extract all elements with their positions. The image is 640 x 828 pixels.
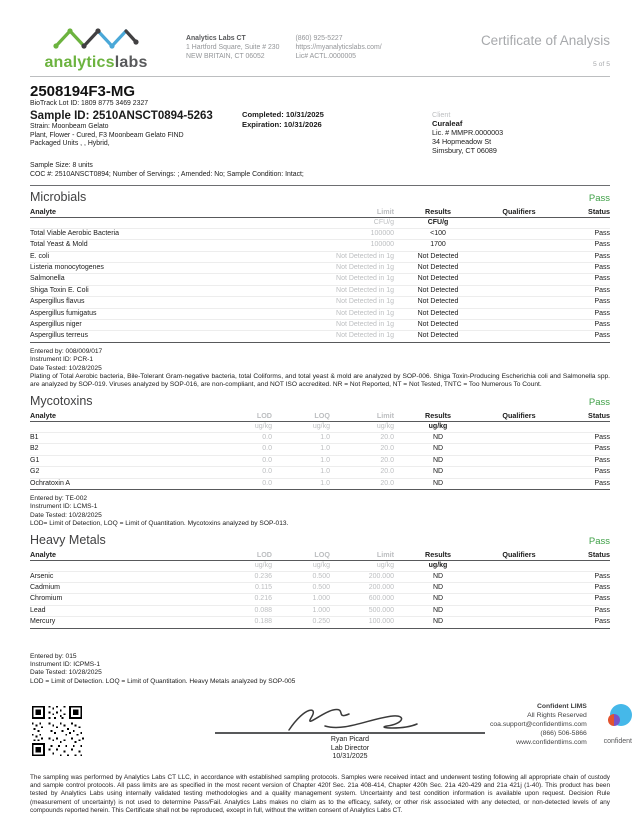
status-cell: Pass xyxy=(556,444,610,455)
results-cell: ND xyxy=(394,432,482,443)
results-cell: Not Detected xyxy=(394,274,482,285)
loq-cell: 1.0 xyxy=(272,432,330,443)
results-cell: Not Detected xyxy=(394,251,482,262)
lod-cell: 0.188 xyxy=(210,617,272,628)
analyte-cell: Total Viable Aerobic Bacteria xyxy=(30,228,276,239)
results-cell: <100 xyxy=(394,228,482,239)
analyte-cell: Total Yeast & Mold xyxy=(30,240,276,251)
results-cell: ND xyxy=(394,571,482,582)
loq-cell: 0.250 xyxy=(272,617,330,628)
qualifiers-cell xyxy=(482,274,556,285)
table-row xyxy=(30,605,610,616)
client-name: Curaleaf xyxy=(432,118,463,128)
qualifiers-cell xyxy=(482,582,556,593)
analyte-cell: Arsenic xyxy=(30,571,210,582)
table-row xyxy=(30,274,610,285)
qualifiers-cell xyxy=(482,228,556,239)
limit-cell: Not Detected in 1g xyxy=(276,320,394,331)
microbials-units-row xyxy=(30,218,610,229)
limit-cell: 20.0 xyxy=(330,455,394,466)
mycotoxins-column-headers xyxy=(30,411,610,422)
loq-cell: 0.500 xyxy=(272,571,330,582)
table-row xyxy=(30,594,610,605)
status-cell: Pass xyxy=(556,594,610,605)
analyte-cell: Salmonella xyxy=(30,274,276,285)
status-cell: Pass xyxy=(556,478,610,489)
entered-by: Entered by: TE-002 xyxy=(30,494,88,502)
completed-date: Completed: 10/31/2025 xyxy=(242,109,324,119)
analyte-cell: Listeria monocytogenes xyxy=(30,263,276,274)
table-row xyxy=(30,228,610,239)
sample-dates xyxy=(242,110,414,155)
status-cell: Pass xyxy=(556,320,610,331)
limit-cell: 20.0 xyxy=(330,478,394,489)
limit-cell: Not Detected in 1g xyxy=(276,285,394,296)
status-cell: Pass xyxy=(556,331,610,342)
column-qualifiers: Qualifiers xyxy=(482,550,556,561)
lab-name: Analytics Labs CT xyxy=(186,35,246,42)
column-results: Results xyxy=(394,550,482,561)
lab-phone-column xyxy=(295,34,381,62)
analyte-cell: Aspergillus fumigatus xyxy=(30,308,276,319)
table-row xyxy=(30,571,610,582)
lims-block xyxy=(490,702,587,747)
brand-logo xyxy=(30,26,162,71)
status-cell: Pass xyxy=(556,605,610,616)
microbials-column-headers xyxy=(30,207,610,218)
column-qualifiers: Qualifiers xyxy=(482,207,556,218)
column-lod: LOD xyxy=(210,550,272,561)
loq-cell: 0.500 xyxy=(272,582,330,593)
status-cell: Pass xyxy=(556,308,610,319)
loq-cell: 1.000 xyxy=(272,594,330,605)
table-row xyxy=(30,251,610,262)
heavy-metals-units-row xyxy=(30,560,610,571)
results-cell: ND xyxy=(394,478,482,489)
analyte-cell: B2 xyxy=(30,444,210,455)
qualifiers-cell xyxy=(482,571,556,582)
date-tested: Date Tested: 10/28/2025 xyxy=(30,511,102,519)
method-note: Plating of Total Aerobic bacteria, Bile-Tolerant Gram-negative bacteria, total Coliforms, and total yeast & mold are analyzed by SOP-006. Shiga Toxin-Producing Escherichia coli and Salmonella spp. are analyzed by SOP-019. Viruses analyzed by SOP-016, are non-compliant, and NOT ISO accredited. NR = Not Reported, NT = Not Tested, TNTC = Too Numerous To Count. xyxy=(30,373,610,389)
results-cell: ND xyxy=(394,594,482,605)
column-loq: LOQ xyxy=(272,411,330,422)
unit-results: ug/kg xyxy=(428,561,448,569)
lab-contact-block xyxy=(186,26,382,62)
lims-website-link[interactable]: www.confidentlims.com xyxy=(516,739,587,747)
lab-phone: (860) 925-5227 xyxy=(295,35,343,42)
confident-logo xyxy=(595,702,640,745)
limit-cell: 500.000 xyxy=(330,605,394,616)
microbials-title: Microbials xyxy=(30,189,87,204)
microbials-status-badge: Pass xyxy=(588,192,610,204)
microbials-header xyxy=(30,186,610,207)
heavy-metals-title: Heavy Metals xyxy=(30,532,106,547)
results-cell: Not Detected xyxy=(394,263,482,274)
column-lod: LOD xyxy=(210,411,272,422)
column-analyte: Analyte xyxy=(30,550,210,561)
results-cell: ND xyxy=(394,467,482,478)
unit-lod: ug/kg xyxy=(254,561,272,569)
limit-cell: 100.000 xyxy=(330,617,394,628)
column-analyte: Analyte xyxy=(30,411,210,422)
loq-cell: 1.000 xyxy=(272,605,330,616)
confident-logo-text: confident xyxy=(603,738,633,746)
table-row xyxy=(30,455,610,466)
results-cell: ND xyxy=(394,582,482,593)
status-cell: Pass xyxy=(556,285,610,296)
heavy-metals-status-badge: Pass xyxy=(588,535,610,547)
sample-matrix: Plant, Flower - Cured, F3 Moonbeam Gelato FIND xyxy=(30,131,184,139)
table-row xyxy=(30,240,610,251)
status-cell: Pass xyxy=(556,582,610,593)
mycotoxins-units-row xyxy=(30,422,610,433)
expiration-date: Expiration: 10/31/2026 xyxy=(242,119,322,129)
status-cell: Pass xyxy=(556,455,610,466)
lab-license: Lic# ACTL.0000005 xyxy=(295,53,356,61)
qualifiers-cell xyxy=(482,263,556,274)
unit-lod: ug/kg xyxy=(254,423,272,431)
date-tested: Date Tested: 10/28/2025 xyxy=(30,364,102,372)
analyte-cell: Lead xyxy=(30,605,210,616)
entered-by: Entered by: 015 xyxy=(30,652,77,660)
qualifiers-cell xyxy=(482,478,556,489)
heavy-metals-header xyxy=(30,529,610,550)
unit-limit: ug/kg xyxy=(376,561,394,569)
qualifiers-cell xyxy=(482,251,556,262)
limit-cell: Not Detected in 1g xyxy=(276,274,394,285)
limit-cell: 20.0 xyxy=(330,467,394,478)
results-cell: ND xyxy=(394,455,482,466)
qualifiers-cell xyxy=(482,320,556,331)
limit-cell: Not Detected in 1g xyxy=(276,297,394,308)
lims-rights: All Rights Reserved xyxy=(527,712,587,720)
instrument-id: Instrument ID: LCMS-1 xyxy=(30,503,98,511)
table-row xyxy=(30,297,610,308)
lod-cell: 0.0 xyxy=(210,432,272,443)
header-divider xyxy=(30,76,610,77)
sample-strain: Strain: Moonbeam Gelato xyxy=(30,122,109,130)
limit-cell: Not Detected in 1g xyxy=(276,251,394,262)
brand-wordmark xyxy=(30,55,162,71)
client-block xyxy=(432,110,503,155)
unit-loq: ug/kg xyxy=(312,561,330,569)
table-row xyxy=(30,444,610,455)
results-cell: ND xyxy=(394,605,482,616)
signer-role: Lab Director xyxy=(330,744,370,752)
qualifiers-cell xyxy=(482,308,556,319)
confident-logo-icon xyxy=(601,702,635,732)
limit-cell: 20.0 xyxy=(330,444,394,455)
table-row xyxy=(30,320,610,331)
loq-cell: 1.0 xyxy=(272,467,330,478)
client-address1: 34 Hopmeadow St xyxy=(432,137,492,147)
qualifiers-cell xyxy=(482,455,556,466)
results-cell: Not Detected xyxy=(394,297,482,308)
mycotoxins-title: Mycotoxins xyxy=(30,393,93,408)
document-meta xyxy=(481,26,610,68)
results-cell: ND xyxy=(394,617,482,628)
loq-cell: 1.0 xyxy=(272,478,330,489)
client-label: Client xyxy=(432,109,451,119)
document-title: Certificate of Analysis xyxy=(480,33,610,48)
status-cell: Pass xyxy=(556,251,610,262)
brand-word-analytics: analytics xyxy=(44,54,115,71)
lod-cell: 0.236 xyxy=(210,571,272,582)
lod-cell: 0.0 xyxy=(210,444,272,455)
column-status: Status xyxy=(556,550,610,561)
results-cell: 1700 xyxy=(394,240,482,251)
signoff-row xyxy=(30,702,633,762)
qualifiers-cell xyxy=(482,331,556,342)
column-limit: Limit xyxy=(330,411,394,422)
signature-icon xyxy=(265,702,435,736)
heavy-metals-column-headers xyxy=(30,550,610,561)
brand-logo-icon xyxy=(48,26,144,50)
sign-date: 10/31/2025 xyxy=(332,753,368,761)
table-row xyxy=(30,432,610,443)
table-row xyxy=(30,478,610,489)
results-cell: Not Detected xyxy=(394,285,482,296)
microbials-table xyxy=(30,207,610,343)
status-cell: Pass xyxy=(556,263,610,274)
analyte-cell: Aspergillus niger xyxy=(30,320,276,331)
unit-results: CFU/g xyxy=(427,219,449,227)
qualifiers-cell xyxy=(482,432,556,443)
column-loq: LOQ xyxy=(272,550,330,561)
column-status: Status xyxy=(556,411,610,422)
mycotoxins-status-badge: Pass xyxy=(588,396,610,408)
lod-cell: 0.216 xyxy=(210,594,272,605)
limit-cell: Not Detected in 1g xyxy=(276,331,394,342)
limit-cell: 100000 xyxy=(276,228,394,239)
qualifiers-cell xyxy=(482,297,556,308)
instrument-id: Instrument ID: ICPMS-1 xyxy=(30,660,100,668)
analyte-cell: Cadmium xyxy=(30,582,210,593)
column-results: Results xyxy=(394,207,482,218)
analyte-cell: G1 xyxy=(30,455,210,466)
lims-email-link[interactable]: coa.support@confidentlims.com xyxy=(490,721,587,729)
status-cell: Pass xyxy=(556,467,610,478)
mycotoxins-header xyxy=(30,390,610,411)
qualifiers-cell xyxy=(482,240,556,251)
unit-limit: CFU/g xyxy=(373,219,394,227)
disclaimer-text: The sampling was performed by Analytics Labs CT LLC, in accordance with established sampling protocols. Samples were received intact and underwent testing following all appropriate chain of custody and sample control protocols. All pass limits are as specified in the most recent version of Chapter 420f Sec. 21a 408-414, Chapter 420h Sec. 21a 420-429 and 21a 421j (1-40). This product has been tested by Analytics Labs using internally validated testing methodologies and a quality management system. Uncertainty and test condition information is available upon request. Decision Rule (measurement of uncertainty) is not used to determine Pass/Fail. Analytics Labs makes no claim as to the efficacy, safety, or other risk associated with any detected, or non-detected levels of any compounds reported herein. This Certificate shall not be reproduced, except in full, without the written consent of Analytics Labs CT. xyxy=(30,773,610,814)
lab-website-link[interactable]: https://myanalyticslabs.com/ xyxy=(295,44,382,52)
limit-cell: 200.000 xyxy=(330,582,394,593)
sample-size: Sample Size: 8 units xyxy=(30,162,93,170)
sample-packaging: Packaged Units , , Hybrid, xyxy=(30,140,110,148)
lod-cell: 0.0 xyxy=(210,478,272,489)
status-cell: Pass xyxy=(556,228,610,239)
lims-name: Confident LIMS xyxy=(536,703,587,711)
sample-title: 2508194F3-MG xyxy=(30,83,136,100)
signature-line xyxy=(215,732,485,734)
limit-cell: 600.000 xyxy=(330,594,394,605)
page-header xyxy=(30,26,610,71)
status-cell: Pass xyxy=(556,571,610,582)
qr-code xyxy=(30,704,84,758)
table-row xyxy=(30,467,610,478)
coc-line: COC #: 2510ANSCT0894; Number of Servings: ; Amended: No; Sample Condition: Intact; xyxy=(30,171,304,178)
column-results: Results xyxy=(394,411,482,422)
limit-cell: 100000 xyxy=(276,240,394,251)
table-row xyxy=(30,331,610,342)
sample-id: Sample ID: 2510ANSCT0894-5263 xyxy=(30,109,213,122)
unit-loq: ug/kg xyxy=(312,423,330,431)
lod-cell: 0.0 xyxy=(210,467,272,478)
lab-address-line1: 1 Hartford Square, Suite # 230 xyxy=(186,44,280,52)
limit-cell: 20.0 xyxy=(330,432,394,443)
lod-cell: 0.115 xyxy=(210,582,272,593)
results-cell: Not Detected xyxy=(394,331,482,342)
analyte-cell: E. coli xyxy=(30,251,276,262)
column-limit: Limit xyxy=(330,550,394,561)
qualifiers-cell xyxy=(482,594,556,605)
lab-address-line2: NEW BRITAIN, CT 06052 xyxy=(186,53,265,61)
column-analyte: Analyte xyxy=(30,207,276,218)
limit-cell: Not Detected in 1g xyxy=(276,308,394,319)
date-tested: Date Tested: 10/28/2025 xyxy=(30,669,102,677)
loq-cell: 1.0 xyxy=(272,444,330,455)
unit-results: ug/kg xyxy=(428,423,448,431)
table-row xyxy=(30,582,610,593)
table-row xyxy=(30,263,610,274)
table-row xyxy=(30,285,610,296)
analyte-cell: Aspergillus flavus xyxy=(30,297,276,308)
method-note: LOD = Limit of Detection. LOQ = Limit of Quantitation. Heavy Metals analyzed by SOP-005 xyxy=(30,677,296,685)
sample-details xyxy=(30,110,242,155)
qualifiers-cell xyxy=(482,467,556,478)
analyte-cell: Chromium xyxy=(30,594,210,605)
lod-cell: 0.088 xyxy=(210,605,272,616)
entered-by: Entered by: 008/009/017 xyxy=(30,347,103,355)
table-row xyxy=(30,617,610,628)
analyte-cell: Ochratoxin A xyxy=(30,478,210,489)
qualifiers-cell xyxy=(482,285,556,296)
sample-grid xyxy=(30,110,610,155)
analyte-cell: Shiga Toxin E. Coli xyxy=(30,285,276,296)
signer-name: Ryan Picard xyxy=(330,736,370,744)
qualifiers-cell xyxy=(482,617,556,628)
status-cell: Pass xyxy=(556,274,610,285)
biotrack-lot-id: BioTrack Lot ID: 1809 8775 3469 2327 xyxy=(30,100,149,107)
qualifiers-cell xyxy=(482,444,556,455)
heavy-metals-meta xyxy=(30,653,610,687)
client-license: Lic. # MMPR.0000003 xyxy=(432,128,504,138)
page-indicator: 5 of 5 xyxy=(592,61,610,68)
microbials-meta xyxy=(30,348,610,390)
limit-cell: Not Detected in 1g xyxy=(276,263,394,274)
results-cell: Not Detected xyxy=(394,308,482,319)
results-cell: ND xyxy=(394,444,482,455)
table-row xyxy=(30,308,610,319)
signature-block xyxy=(210,702,490,762)
status-cell: Pass xyxy=(556,617,610,628)
lab-address-column xyxy=(186,34,279,62)
heavy-metals-table xyxy=(30,550,610,629)
mycotoxins-table xyxy=(30,411,610,490)
results-cell: Not Detected xyxy=(394,320,482,331)
analyte-cell: B1 xyxy=(30,432,210,443)
analyte-cell: Aspergillus terreus xyxy=(30,331,276,342)
status-cell: Pass xyxy=(556,240,610,251)
analyte-cell: Mercury xyxy=(30,617,210,628)
column-limit: Limit xyxy=(276,207,394,218)
status-cell: Pass xyxy=(556,432,610,443)
brand-word-labs: labs xyxy=(114,54,148,71)
qualifiers-cell xyxy=(482,605,556,616)
lod-cell: 0.0 xyxy=(210,455,272,466)
loq-cell: 1.0 xyxy=(272,455,330,466)
column-status: Status xyxy=(556,207,610,218)
client-address2: Simsbury, CT 06089 xyxy=(432,146,497,156)
mycotoxins-meta xyxy=(30,495,610,529)
status-cell: Pass xyxy=(556,297,610,308)
limit-cell: 200.000 xyxy=(330,571,394,582)
unit-limit: ug/kg xyxy=(376,423,394,431)
sample-info xyxy=(30,83,610,180)
lims-phone: (866) 506-5866 xyxy=(540,730,587,738)
method-note: LOD= Limit of Detection, LOQ = Limit of Quantitation. Mycotoxins analyzed by SOP-013. xyxy=(30,520,289,528)
analyte-cell: G2 xyxy=(30,467,210,478)
column-qualifiers: Qualifiers xyxy=(482,411,556,422)
instrument-id: Instrument ID: PCR-1 xyxy=(30,356,94,364)
